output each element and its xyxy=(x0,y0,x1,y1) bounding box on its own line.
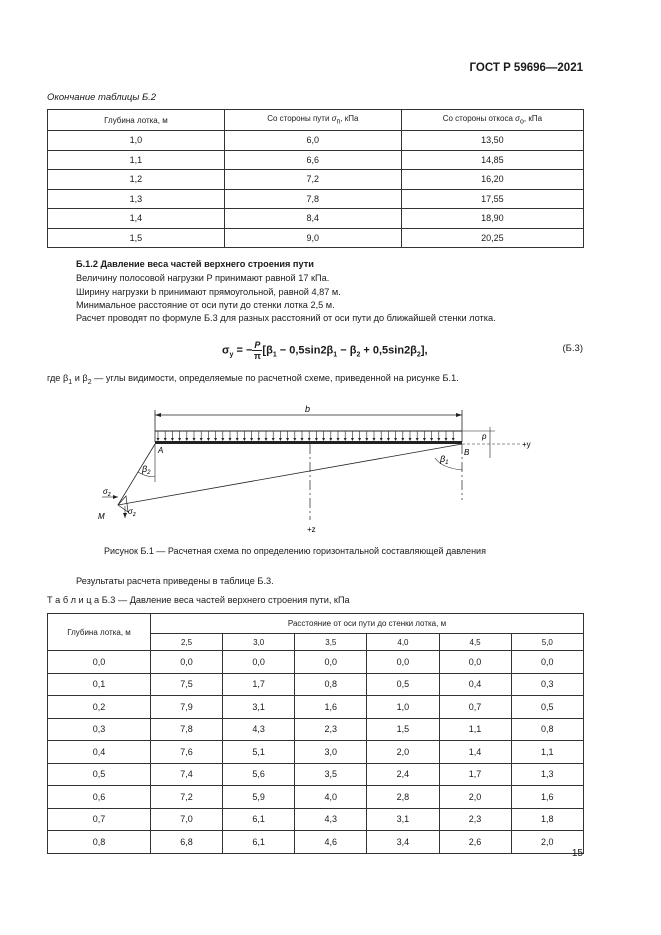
table-cell: 9,0 xyxy=(224,228,401,248)
table-cell: 3,4 xyxy=(367,831,439,854)
table-row xyxy=(48,150,584,170)
table-cell: 7,2 xyxy=(224,170,401,190)
table-cell: 1,7 xyxy=(439,763,511,786)
table-cell: 7,9 xyxy=(151,696,223,719)
load-arrow-head xyxy=(409,438,412,441)
load-arrow-head xyxy=(394,438,397,441)
table-cell: 7,8 xyxy=(151,718,223,741)
column-header: Глубина лотка, м xyxy=(48,110,225,131)
table-cell: 0,0 xyxy=(223,651,295,674)
load-arrow-head xyxy=(221,438,224,441)
label-m: M xyxy=(98,512,105,521)
table-cell: 4,3 xyxy=(295,808,367,831)
page-number: 15 xyxy=(571,848,583,859)
load-arrow-head xyxy=(157,438,160,441)
load-arrow-head xyxy=(344,438,347,441)
load-arrow-head xyxy=(337,438,340,441)
distance-header: 4,5 xyxy=(439,634,511,651)
table-row xyxy=(48,189,584,209)
column-header: Глубина лотка, м xyxy=(48,614,151,651)
column-group-header: Расстояние от оси пути до стенки лотка, м xyxy=(151,614,584,634)
table-row xyxy=(48,673,584,696)
table-cell: 0,8 xyxy=(511,718,583,741)
section-heading: Б.1.2 Давление веса частей верхнего строения пути xyxy=(76,259,314,269)
table-cell: 3,0 xyxy=(295,741,367,764)
table-cell: 1,2 xyxy=(48,170,225,190)
table-cell: 14,85 xyxy=(401,150,583,170)
table-cell: 2,0 xyxy=(367,741,439,764)
figure-caption: Рисунок Б.1 — Расчетная схема по определению горизонтальной составляющей давления xyxy=(104,546,486,556)
label-b-point: B xyxy=(464,448,470,457)
table-cell: 1,6 xyxy=(511,786,583,809)
table-cell: 0,0 xyxy=(367,651,439,674)
table-cell: 1,8 xyxy=(511,808,583,831)
table-cell: 1,1 xyxy=(48,150,225,170)
table-cell: 1,0 xyxy=(367,696,439,719)
load-arrow-head xyxy=(193,438,196,441)
table-cell: 0,5 xyxy=(511,696,583,719)
table-b3-caption: Т а б л и ц а Б.3 — Давление веса частей верхнего строения пути, кПа xyxy=(47,595,350,605)
column-header: Со стороны откоса $\sigma_о$, кПа xyxy=(401,110,583,131)
table-cell: 0,3 xyxy=(511,673,583,696)
table-cell: 1,4 xyxy=(48,209,225,229)
load-arrow-head xyxy=(301,438,304,441)
table-cell: 0,7 xyxy=(48,808,151,831)
paragraph: Расчет проводят по формуле Б.3 для разных расстояний от оси пути до ближайшей стенки лотка. xyxy=(76,313,496,323)
label-b: b xyxy=(305,404,311,414)
figure-b1-diagram xyxy=(90,400,550,540)
table-cell: 13,50 xyxy=(401,131,583,151)
table-cell: 2,4 xyxy=(367,763,439,786)
load-arrow-head xyxy=(452,438,455,441)
label-y: +y xyxy=(522,440,531,449)
table-cell: 7,0 xyxy=(151,808,223,831)
table-cell: 7,4 xyxy=(151,763,223,786)
table-cell: 2,8 xyxy=(367,786,439,809)
table-row xyxy=(48,209,584,229)
load-arrow-head xyxy=(236,438,239,441)
table-header-row xyxy=(48,110,584,131)
formula-number: (Б.3) xyxy=(562,343,583,354)
standard-number: ГОСТ Р 59696—2021 xyxy=(469,62,583,74)
load-arrow-head xyxy=(358,438,361,441)
table-cell: 1,5 xyxy=(367,718,439,741)
table-cell: 6,0 xyxy=(224,131,401,151)
table-cell: 3,1 xyxy=(223,696,295,719)
label-z: +z xyxy=(307,525,316,534)
table-cell: 2,3 xyxy=(439,808,511,831)
table-cell: 1,3 xyxy=(48,189,225,209)
load-arrow-head xyxy=(265,438,268,441)
label-sigma-y: $\sigma_z$ xyxy=(103,487,111,498)
table-cell: 3,1 xyxy=(367,808,439,831)
label-a: A xyxy=(158,446,164,455)
table-row xyxy=(48,131,584,151)
distance-header: 4,0 xyxy=(367,634,439,651)
load-arrow-head xyxy=(329,438,332,441)
table-cell: 0,0 xyxy=(439,651,511,674)
table-row xyxy=(48,651,584,674)
paragraph: Минимальное расстояние от оси пути до стенки лотка 2,5 м. xyxy=(76,300,335,310)
load-arrow-head xyxy=(445,438,448,441)
table-cell: 1,1 xyxy=(439,718,511,741)
paragraph: Величину полосовой нагрузки P принимают равной 17 кПа. xyxy=(76,273,330,283)
table-row xyxy=(48,170,584,190)
table-cell: 2,0 xyxy=(511,831,583,854)
load-arrow-head xyxy=(286,438,289,441)
table-cell: 0,4 xyxy=(48,741,151,764)
table-cell: 0,2 xyxy=(48,696,151,719)
table-cell: 1,3 xyxy=(511,763,583,786)
table-cell: 0,0 xyxy=(295,651,367,674)
table-cell: 0,3 xyxy=(48,718,151,741)
table-cell: 0,7 xyxy=(439,696,511,719)
load-arrow-head xyxy=(308,438,311,441)
column-header: Со стороны пути $\sigma_п$, кПа xyxy=(224,110,401,131)
load-arrow-head xyxy=(178,438,181,441)
table-b3 xyxy=(47,613,584,854)
table-row xyxy=(48,696,584,719)
where-clause: где $\beta_1$ и $\beta_2$ — углы видимости, определяемые по расчетной схеме, приведенной на рисунке Б.1. xyxy=(47,373,459,386)
table-cell: 6,8 xyxy=(151,831,223,854)
table-cell: 4,0 xyxy=(295,786,367,809)
label-beta1: $\beta_1$ xyxy=(440,454,449,466)
table-cell: 17,55 xyxy=(401,189,583,209)
table-header-row xyxy=(48,614,584,634)
load-arrow-head xyxy=(430,438,433,441)
table-cell: 0,1 xyxy=(48,673,151,696)
table-cell: 7,2 xyxy=(151,786,223,809)
table-cell: 4,6 xyxy=(295,831,367,854)
table-cell: 20,25 xyxy=(401,228,583,248)
load-arrow-head xyxy=(322,438,325,441)
load-arrow-head xyxy=(387,438,390,441)
results-text: Результаты расчета приведены в таблице Б.3. xyxy=(76,576,274,586)
table-cell: 0,0 xyxy=(151,651,223,674)
table-b2-caption: Окончание таблицы Б.2 xyxy=(47,92,157,103)
load-arrow-head xyxy=(380,438,383,441)
table-cell: 1,1 xyxy=(511,741,583,764)
table-cell: 0,4 xyxy=(439,673,511,696)
load-arrow-head xyxy=(200,438,203,441)
table-cell: 0,8 xyxy=(48,831,151,854)
table-cell: 7,6 xyxy=(151,741,223,764)
table-cell: 8,4 xyxy=(224,209,401,229)
table-cell: 1,6 xyxy=(295,696,367,719)
load-arrow-head xyxy=(272,438,275,441)
load-arrow-head xyxy=(365,438,368,441)
load-arrow-head xyxy=(250,438,253,441)
distance-header: 3,0 xyxy=(223,634,295,651)
table-cell: 6,1 xyxy=(223,831,295,854)
paragraph: Ширину нагрузки b принимают прямоугольной, равной 4,87 м. xyxy=(76,287,341,297)
table-cell: 6,1 xyxy=(223,808,295,831)
table-cell: 18,90 xyxy=(401,209,583,229)
table-cell: 0,5 xyxy=(48,763,151,786)
load-arrow-head xyxy=(401,438,404,441)
load-arrow-head xyxy=(171,438,174,441)
table-row xyxy=(48,786,584,809)
distance-header: 2,5 xyxy=(151,634,223,651)
load-arrow-head xyxy=(164,438,167,441)
table-cell: 2,3 xyxy=(295,718,367,741)
label-p: p xyxy=(482,432,487,441)
table-cell: 5,9 xyxy=(223,786,295,809)
load-arrow-head xyxy=(229,438,232,441)
table-row xyxy=(48,228,584,248)
load-arrow-head xyxy=(257,438,260,441)
table-cell: 3,5 xyxy=(295,763,367,786)
table-cell: 7,5 xyxy=(151,673,223,696)
table-row xyxy=(48,741,584,764)
table-cell: 0,6 xyxy=(48,786,151,809)
load-arrow-head xyxy=(373,438,376,441)
table-cell: 5,1 xyxy=(223,741,295,764)
table-cell: 5,6 xyxy=(223,763,295,786)
load-arrow-head xyxy=(243,438,246,441)
load-arrow-head xyxy=(416,438,419,441)
table-cell: 1,5 xyxy=(48,228,225,248)
table-row xyxy=(48,831,584,854)
load-arrow-head xyxy=(279,438,282,441)
distance-header: 5,0 xyxy=(511,634,583,651)
table-b2 xyxy=(47,109,584,248)
label-sigma-z: $\sigma_z$ xyxy=(128,507,136,518)
table-row xyxy=(48,763,584,786)
table-cell: 7,8 xyxy=(224,189,401,209)
load-arrow-head xyxy=(207,438,210,441)
table-cell: 0,0 xyxy=(511,651,583,674)
table-cell: 0,5 xyxy=(367,673,439,696)
table-cell: 1,4 xyxy=(439,741,511,764)
table-cell: 16,20 xyxy=(401,170,583,190)
table-cell: 6,6 xyxy=(224,150,401,170)
table-row xyxy=(48,808,584,831)
table-cell: 4,3 xyxy=(223,718,295,741)
table-cell: 0,8 xyxy=(295,673,367,696)
label-beta2: $\beta_2$ xyxy=(142,464,151,476)
table-cell: 0,0 xyxy=(48,651,151,674)
formula-b3: $\sigma_y$ = − $\frac{P}{\pi}[\beta_1 - 0,5\sin 2\beta_1 - \beta_2 + 0,5\sin 2\beta_2]$, xyxy=(222,340,428,361)
load-arrow-head xyxy=(423,438,426,441)
load-arrow-head xyxy=(351,438,354,441)
table-cell: 1,0 xyxy=(48,131,225,151)
table-row xyxy=(48,718,584,741)
load-arrow-head xyxy=(315,438,318,441)
load-arrows xyxy=(157,431,455,441)
table-cell: 2,6 xyxy=(439,831,511,854)
distance-header: 3,5 xyxy=(295,634,367,651)
table-cell: 2,0 xyxy=(439,786,511,809)
load-arrow-head xyxy=(293,438,296,441)
load-arrow-head xyxy=(437,438,440,441)
load-arrow-head xyxy=(214,438,217,441)
load-arrow-head xyxy=(185,438,188,441)
table-cell: 1,7 xyxy=(223,673,295,696)
